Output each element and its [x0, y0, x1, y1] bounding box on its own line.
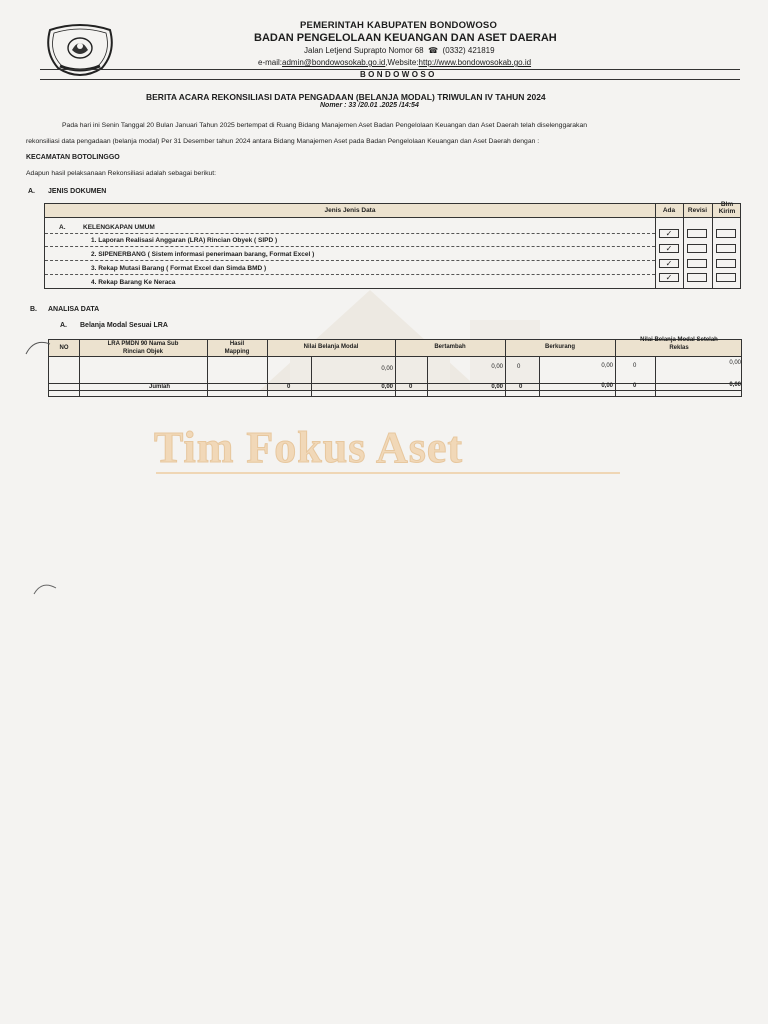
header-setelah-line-1: Nilai Belanja Modal Setelah: [640, 337, 718, 343]
header-ada: Ada: [662, 207, 676, 214]
ada-checkbox-3[interactable]: ✓: [659, 259, 679, 268]
row-bertambah: 0,00: [491, 364, 503, 370]
ada-checkbox-1[interactable]: ✓: [659, 229, 679, 238]
phone: (0332) 421819: [442, 46, 495, 55]
doc-row-4-label: 4. Rekap Barang Ke Neraca: [91, 279, 176, 286]
section-a-title: JENIS DOKUMEN: [48, 188, 107, 195]
revisi-checkbox-4[interactable]: [687, 273, 707, 282]
revisi-checkbox-3[interactable]: [687, 259, 707, 268]
email-link[interactable]: admin@bondowosokab.go.id: [282, 58, 386, 67]
document-number: Nomer : 33 /20.01 .2025 /14:54: [320, 102, 419, 109]
section-a-label: A.: [28, 188, 35, 195]
row-divider: [45, 260, 655, 261]
row-bertambah-count: 0: [517, 364, 521, 370]
blm-kirim-checkbox-2[interactable]: [716, 244, 736, 253]
total-c3: 0: [519, 384, 523, 390]
paragraph-line-1: Pada hari ini Senin Tanggal 20 Bulan Januari Tahun 2025 bertempat di Ruang Bidang Manajemen Aset Badan Pengelolaan Keuangan dan Aset Daerah telah diselenggarakan: [62, 122, 588, 129]
header-blm-kirim: [712, 201, 742, 215]
paragraph-line-3: Adapun hasil pelaksanaan Rekonsiliasi adalah sebagai berikut:: [26, 170, 217, 177]
section-b-label: B.: [30, 306, 37, 313]
watermark-underline: [156, 472, 620, 474]
header-berkurang: Berkurang: [544, 344, 575, 350]
blm-kirim-checkbox-1[interactable]: [716, 229, 736, 238]
row-divider: [45, 246, 655, 247]
total-label: Jumlah: [149, 384, 171, 390]
phone-icon: ☎: [425, 46, 441, 55]
letterhead-contact-line: [258, 58, 531, 67]
letterhead-agency: BADAN PENGELOLAAN KEUANGAN DAN ASET DAERAH: [254, 32, 557, 44]
total-bertambah: 0,00: [491, 384, 503, 390]
kecamatan-name: KECAMATAN BOTOLINGGO: [26, 154, 120, 161]
row-divider: [45, 233, 655, 234]
total-berkurang: 0,00: [601, 383, 613, 389]
header-revisi: Revisi: [687, 207, 708, 214]
header-setelah-line-2: Reklas: [669, 345, 689, 351]
scan-mark: [30, 578, 60, 598]
col-divider: [655, 204, 656, 288]
col-divider: [683, 204, 684, 288]
total-setelah: 0,00: [729, 382, 741, 388]
paragraph-line-2: rekonsiliasi data pengadaan (belanja modal) Per 31 Desember tahun 2024 antara Bidang Manajemen Aset pada Badan Pengelolaan Keuangan dan Aset Daerah dengan :: [26, 138, 540, 145]
header-nilai-setelah-reklas: [615, 336, 743, 352]
letterhead-government: PEMERINTAH KABUPATEN BONDOWOSO: [300, 20, 498, 31]
header-kirim: Kirim: [718, 208, 736, 215]
document-title: BERITA ACARA REKONSILIASI DATA PENGADAAN (BELANJA MODAL) TRIWULAN IV TAHUN 2024: [146, 92, 546, 102]
address: Jalan Letjend Suprapto Nomor 68: [304, 46, 424, 55]
header-nilai-belanja: Nilai Belanja Modal: [303, 344, 359, 350]
ada-checkbox-4[interactable]: ✓: [659, 273, 679, 282]
blm-kirim-checkbox-3[interactable]: [716, 259, 736, 268]
website-link[interactable]: http://www.bondowosokab.go.id: [418, 58, 532, 67]
header-hasil: Hasil: [229, 341, 245, 347]
header-blm: Blm: [720, 201, 734, 208]
doc-row-3-label: 3. Rekap Mutasi Barang ( Format Excel dan Simda BMD ): [91, 265, 267, 272]
header-hasil-mapping: [207, 340, 267, 356]
website-prefix: ,Website:: [385, 58, 419, 67]
row-divider: [49, 390, 741, 391]
email-prefix: e-mail:: [258, 58, 283, 67]
col-divider: [712, 204, 713, 288]
subsection-title: Belanja Modal Sesuai LRA: [80, 322, 168, 329]
header-lra-line-2: Rincian Objek: [122, 349, 163, 355]
revisi-checkbox-2[interactable]: [687, 244, 707, 253]
total-c2: 0: [409, 384, 413, 390]
total-c4: 0: [633, 383, 637, 389]
row-setelah: 0,00: [729, 360, 741, 366]
blm-kirim-checkbox-4[interactable]: [716, 273, 736, 282]
watermark-text: Tim Fokus Aset: [154, 423, 464, 472]
row-berkurang-count: 0: [633, 363, 637, 369]
header-no: NO: [59, 345, 69, 351]
header-lra-line-1: LRA PMDN 90 Nama Sub: [107, 341, 179, 347]
ada-checkbox-2[interactable]: ✓: [659, 244, 679, 253]
scan-mark: [24, 334, 54, 358]
doc-row-2-label: 2. SIPENERBANG ( Sistem informasi penerimaan barang, Format Excel ): [91, 251, 315, 258]
doc-row-1-label: 1. Laporan Realisasi Anggaran (LRA) Rincian Obyek ( SIPD ): [91, 237, 278, 244]
header-bertambah: Bertambah: [434, 344, 466, 350]
row-nilai: 0,00: [381, 366, 393, 372]
section-b-title: ANALISA DATA: [48, 306, 100, 313]
total-c1: 0: [287, 384, 291, 390]
letterhead-address-line: [304, 46, 495, 55]
header-mapping: Mapping: [224, 349, 250, 355]
revisi-checkbox-1[interactable]: [687, 229, 707, 238]
row-berkurang: 0,00: [601, 363, 613, 369]
header-jenis: Jenis Jenis Data: [324, 207, 376, 214]
analysis-table: [48, 339, 742, 397]
letterhead-rule-bottom: [40, 79, 740, 80]
subsection-label: A.: [60, 322, 67, 329]
group-letter: A.: [59, 224, 66, 231]
total-nilai: 0,00: [381, 384, 393, 390]
group-title: KELENGKAPAN UMUM: [83, 224, 155, 231]
letterhead-city: BONDOWOSO: [360, 70, 437, 79]
header-lra: [79, 340, 207, 356]
